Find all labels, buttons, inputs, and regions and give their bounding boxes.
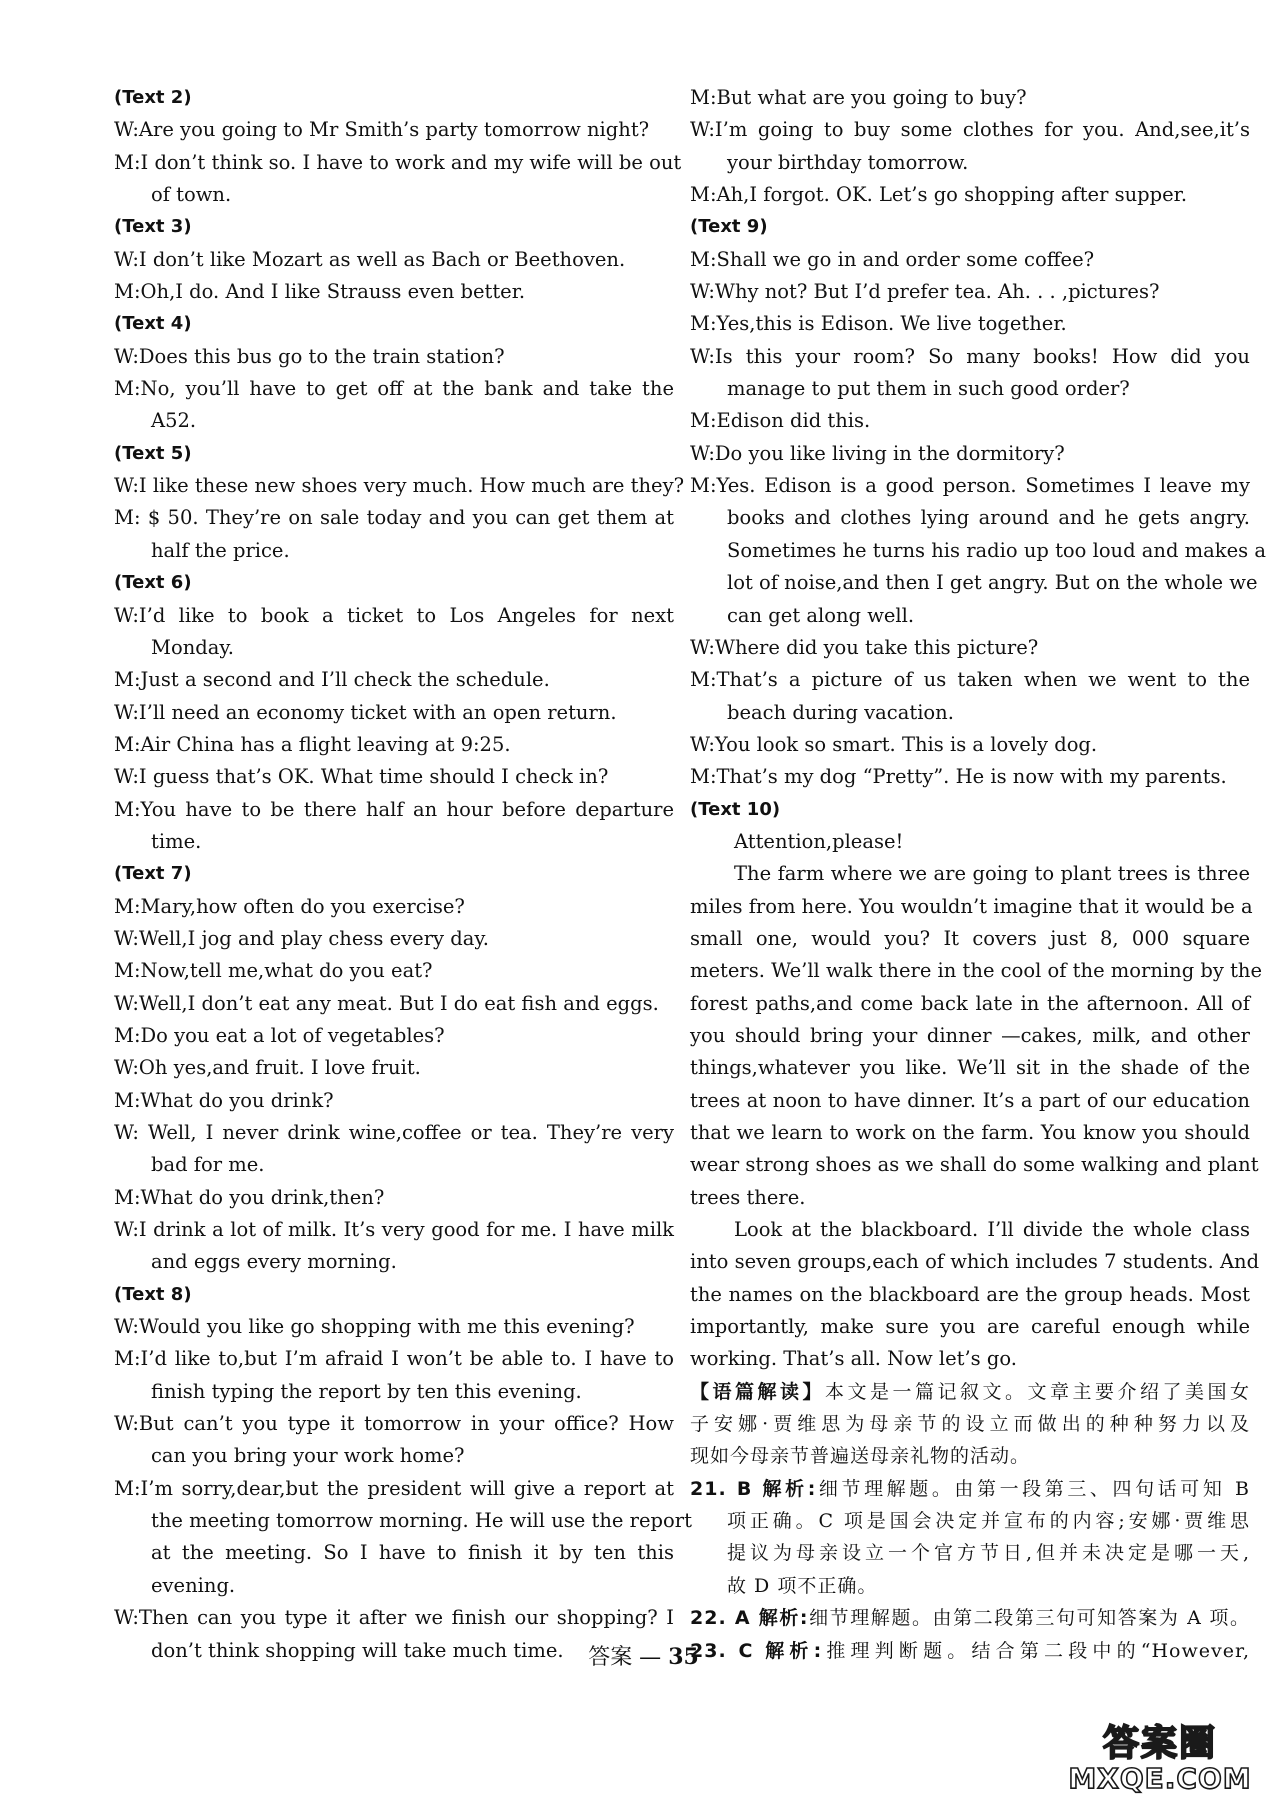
text-line: M:That’s my dog “Pretty”. He is now with my parents. — [690, 765, 1227, 789]
text-line: the meeting tomorrow morning. He will use the report — [151, 1509, 692, 1533]
text-line: M:Edison did this. — [690, 409, 871, 433]
text-line: can you bring your work home? — [151, 1444, 465, 1468]
watermark-top: 答案圈 — [1102, 1723, 1217, 1764]
text-line: W:I drink a lot of milk. It’s very good for me. I have milk — [114, 1218, 674, 1242]
text-line: W:Well,I jog and play chess every day. — [114, 926, 489, 950]
text-line: W:Well,I don’t eat any meat. But I do eat fish and eggs. — [114, 991, 659, 1015]
text-line: beach during vacation. — [727, 700, 954, 724]
text-line: M:Yes. Edison is a good person. Sometimes I leave my — [690, 474, 1250, 498]
text-line: W:I’d like to book a ticket to Los Angeles for next — [114, 603, 674, 627]
text-line: importantly, make sure you are careful enough while — [690, 1315, 1250, 1339]
text-line: M:But what are you going to buy? — [690, 86, 1027, 109]
watermark-logo — [1060, 1724, 1260, 1794]
text-line: W:I guess that’s OK. What time should I check in? — [114, 765, 609, 789]
text-line: W:I like these new shoes very much. How much are they? — [114, 474, 685, 498]
text-line: trees there. — [690, 1185, 806, 1209]
watermark-bottom: MXQE.COM — [1068, 1762, 1252, 1795]
text-line: W: Well, I never drink wine,coffee or tea. They’re very — [114, 1121, 674, 1144]
text-line: at the meeting. So I have to finish it by ten this — [151, 1541, 674, 1565]
text-line: M:I don’t think so. I have to work and my wife will be out — [114, 150, 682, 174]
text-line: M:Yes,this is Edison. We live together. — [690, 312, 1067, 336]
text-line: working. That’s all. Now let’s go. — [690, 1347, 1017, 1371]
text-line: W:Would you like go shopping with me this evening? — [114, 1315, 635, 1339]
text-line: Monday. — [151, 635, 234, 659]
text-line: time. — [151, 829, 202, 853]
text-line: meters. We’ll walk there in the cool of the morning by the — [690, 959, 1263, 983]
text-line: 现如今母亲节普遍送母亲礼物的活动。 — [690, 1445, 1031, 1468]
section-heading: (Text 9) — [690, 216, 768, 238]
section-heading: (Text 5) — [114, 442, 192, 464]
text-line: W:Where did you take this picture? — [690, 635, 1039, 659]
section-heading: (Text 6) — [114, 572, 192, 594]
text-line: M:I’m sorry,dear,but the president will give a report at — [114, 1476, 674, 1500]
section-heading: (Text 8) — [114, 1283, 192, 1305]
text-line: Look at the blackboard. I’ll divide the whole class — [734, 1218, 1250, 1242]
text-line: M:Ah,I forgot. OK. Let’s go shopping after supper. — [690, 183, 1188, 207]
text-line: M:Oh,I do. And I like Strauss even better. — [114, 280, 526, 304]
text-line: 故 D 项不正确。 — [727, 1574, 878, 1597]
text-line: M:Shall we go in and order some coffee? — [690, 247, 1095, 271]
text-line: manage to put them in such good order? — [727, 377, 1130, 401]
text-line: W:I’ll need an economy ticket with an open return. — [114, 700, 617, 724]
text-line: W:But can’t you type it tomorrow in your office? How — [114, 1412, 674, 1436]
text-line: miles from here. You wouldn’t imagine that it would be a — [690, 894, 1253, 918]
text-line: your birthday tomorrow. — [727, 150, 969, 174]
text-line: half the price. — [151, 538, 290, 562]
footer-label: 答案 — — [588, 1645, 662, 1670]
text-line: M: $ 50. They’re on sale today and you can get them at — [114, 506, 674, 530]
text-line: W:I’m going to buy some clothes for you. And,see,it’s — [690, 118, 1250, 142]
text-line: W:You look so smart. This is a lovely dog. — [690, 732, 1098, 756]
text-line: that we learn to work on the farm. You know you should — [690, 1121, 1250, 1144]
text-line: W:Then can you type it after we finish our shopping? I — [114, 1606, 674, 1630]
text-line: M:Now,tell me,what do you eat? — [114, 959, 433, 983]
page-footer — [0, 1640, 1287, 1671]
text-line: A52. — [151, 409, 197, 433]
text-line: the names on the blackboard are the group heads. Most — [690, 1282, 1250, 1306]
text-line: M:Air China has a flight leaving at 9:25. — [114, 732, 511, 756]
text-line: M:Just a second and I’ll check the schedule. — [114, 668, 550, 692]
section-heading: (Text 3) — [114, 216, 192, 238]
text-line: W:Why not? But I’d prefer tea. Ah. . . ,pictures? — [690, 280, 1160, 304]
text-line: 项正确。C 项是国会决定并宣布的内容;安娜·贾维思 — [727, 1510, 1250, 1533]
text-line: W:Do you like living in the dormitory? — [690, 441, 1065, 465]
text-line: forest paths,and come back late in the afternoon. All of — [690, 991, 1250, 1015]
text-line: lot of noise,and then I get angry. But on the whole we — [727, 571, 1258, 595]
text-line: 21. B 解析:细节理解题。由第一段第三、四句话可知 B — [690, 1477, 1250, 1500]
text-line: M:What do you drink,then? — [114, 1185, 385, 1209]
text-line: M:Mary,how often do you exercise? — [114, 894, 465, 918]
text-line: finish typing the report by ten this evening. — [151, 1379, 582, 1403]
text-line: and eggs every morning. — [151, 1250, 397, 1274]
text-line: you should bring your dinner —cakes, milk, and other — [690, 1023, 1250, 1047]
text-line: 提议为母亲设立一个官方节日,但并未决定是哪一天, — [727, 1542, 1250, 1565]
text-line: W:Oh yes,and fruit. I love fruit. — [114, 1056, 421, 1080]
text-line: 23. C 解析:推理判断题。结合第二段中的“However, — [690, 1639, 1250, 1662]
text-line: M:What do you drink? — [114, 1088, 334, 1112]
text-line: W:I don’t like Mozart as well as Bach or Beethoven. — [114, 247, 626, 271]
text-line: small one, would you? It covers just 8, 000 square — [690, 926, 1250, 950]
text-line: M:No, you’ll have to get off at the bank and take the — [114, 377, 674, 401]
text-line: of town. — [151, 183, 232, 207]
text-line: The farm where we are going to plant trees is three — [734, 862, 1250, 886]
text-line: into seven groups,each of which includes 7 students. And — [690, 1250, 1260, 1274]
page-number: 35 — [668, 1644, 699, 1670]
section-heading: (Text 4) — [114, 313, 192, 335]
text-line: W:Are you going to Mr Smith’s party tomorrow night? — [114, 118, 650, 142]
text-line: M:That’s a picture of us taken when we went to the — [690, 668, 1250, 692]
text-line: bad for me. — [151, 1153, 265, 1177]
text-line: 子安娜·贾维思为母亲节的设立而做出的种种努力以及 — [690, 1413, 1250, 1436]
section-heading: (Text 2) — [114, 87, 192, 108]
text-line: can get along well. — [727, 603, 915, 627]
section-heading: (Text 10) — [690, 798, 781, 820]
text-line: M:You have to be there half an hour before departure — [114, 797, 674, 821]
text-line: wear strong shoes as we shall do some walking and plant — [690, 1153, 1259, 1177]
text-line: Attention,please! — [734, 829, 904, 853]
text-line: evening. — [151, 1573, 236, 1597]
text-line: 22. A 解析:细节理解题。由第二段第三句可知答案为 A 项。 — [690, 1607, 1250, 1630]
right-column — [690, 82, 1266, 1667]
text-line: books and clothes lying around and he gets angry. — [727, 506, 1250, 530]
text-line: M:I’d like to,but I’m afraid I won’t be able to. I have to — [114, 1347, 674, 1371]
text-line: W:Does this bus go to the train station? — [114, 344, 505, 368]
text-line: 【语篇解读】本文是一篇记叙文。文章主要介绍了美国女 — [690, 1380, 1250, 1403]
section-heading: (Text 7) — [114, 863, 192, 885]
text-line: M:Do you eat a lot of vegetables? — [114, 1023, 445, 1047]
text-line: trees at noon to have dinner. It’s a part of our education — [690, 1088, 1250, 1112]
text-line: things,whatever you like. We’ll sit in the shade of the — [690, 1056, 1250, 1080]
text-line: don’t think shopping will take much time. — [151, 1638, 564, 1662]
text-line: Sometimes he turns his radio up too loud and makes a — [727, 538, 1266, 562]
text-line: W:Is this your room? So many books! How did you — [690, 344, 1250, 368]
